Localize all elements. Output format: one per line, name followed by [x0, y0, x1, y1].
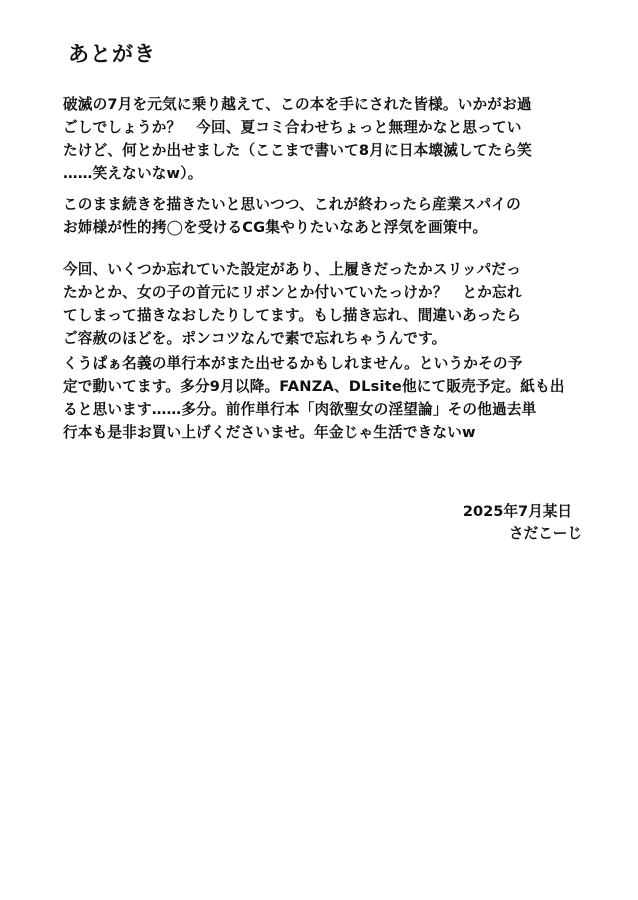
text-line: たけど、何とか出せました（ここまで書いて8月に日本壊滅してたら笑: [63, 142, 532, 159]
text-line: ご容赦のほどを。ポンコツなんで素で忘れちゃうんです。: [63, 330, 447, 347]
text-line: お姉様が性的拷◯を受けるCG集やりたいなあと浮気を画策中。: [63, 219, 488, 236]
text-line: ……笑えないなw）。: [63, 165, 203, 182]
text-line: 破滅の7月を元気に乗り越えて、この本を手にされた皆様。いかがお過: [63, 96, 532, 113]
paragraph-4: [63, 352, 593, 444]
signature-author: さだこーじ: [509, 525, 582, 542]
text-line: ると思います……多分。前作単行本「肉欲聖女の淫望論」その他過去単: [63, 401, 537, 418]
text-line: 今回、いくつか忘れていた設定があり、上履きだったかスリッパだっ: [63, 261, 522, 278]
text-line: てしまって描きなおしたりしてます。もし描き忘れ、間違いあったら: [63, 307, 522, 324]
signature-date: 2025年7月某日: [462, 503, 572, 520]
text-line: たかとか、女の子の首元にリボンとか付いていたっけか？ とか忘れ: [63, 284, 522, 301]
page-title: あとがき: [68, 42, 156, 66]
paragraph-1: [63, 93, 593, 185]
text-line: ごしでしょうか？ 今回、夏コミ合わせちょっと無理かなと思ってい: [63, 119, 522, 136]
text-line: このまま続きを描きたいと思いつつ、これが終わったら産業スパイの: [63, 196, 521, 213]
paragraph-3: [63, 258, 593, 350]
text-line: くうぱぁ名義の単行本がまた出せるかもしれません。というかその予: [63, 355, 523, 372]
text-line: 定で動いてます。多分9月以降。FANZA、DLsite他にて販売予定。紙も出: [63, 378, 565, 395]
text-line: 行本も是非お買い上げくださいませ。年金じゃ生活できないw: [63, 424, 476, 441]
paragraph-2: [63, 193, 593, 239]
